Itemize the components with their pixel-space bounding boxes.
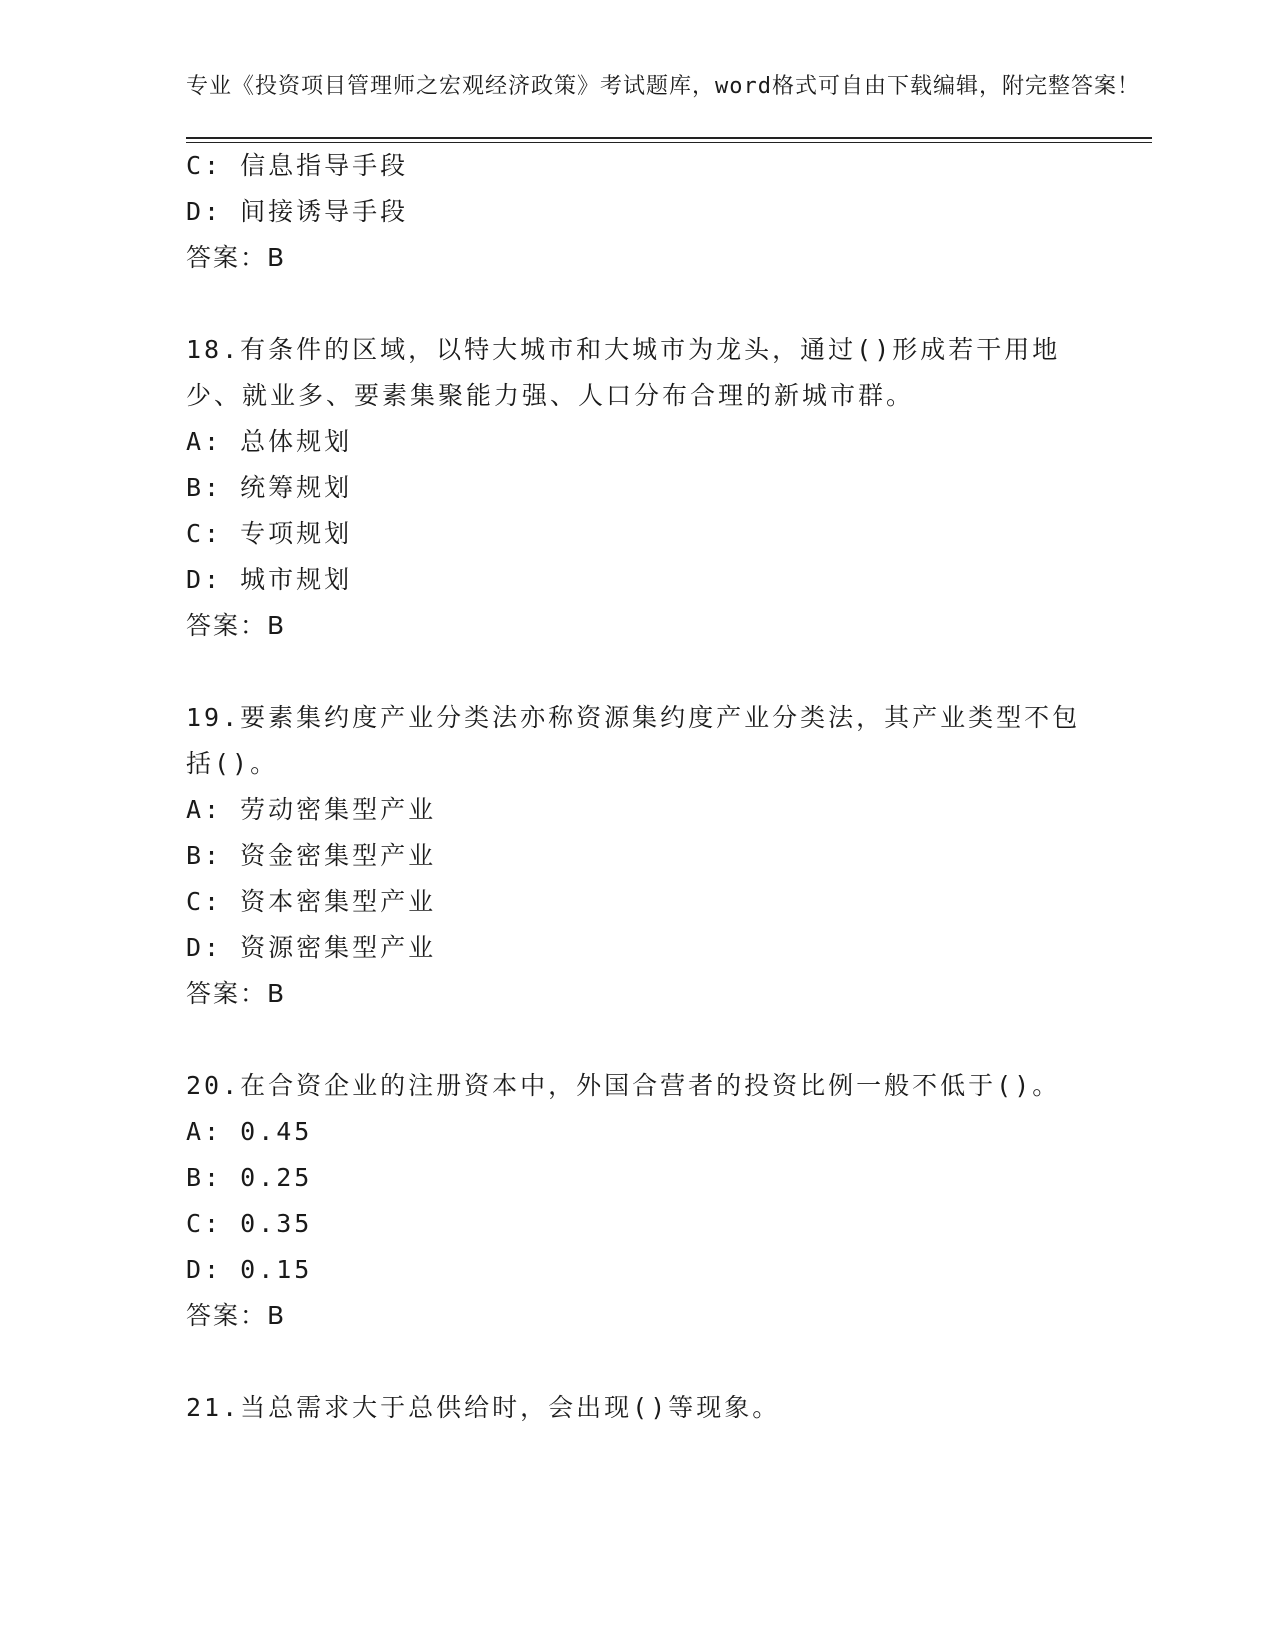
answer: 答案：B <box>186 243 287 272</box>
question-stem: 18.有条件的区域，以特大城市和大城市为龙头，通过()形成若干用地少、就业多、要素集聚能力强、人口分布合理的新城市群。 <box>186 335 1061 410</box>
document-page <box>186 70 1152 1431</box>
option-c: C: 资本密集型产业 <box>186 887 437 916</box>
option-b: B: 资金密集型产业 <box>186 841 437 870</box>
answer: 答案：B <box>186 979 287 1008</box>
question-17-tail <box>186 143 1152 281</box>
spacer <box>186 1017 1152 1063</box>
question-18 <box>186 327 1152 649</box>
option-b: B: 统筹规划 <box>186 473 353 502</box>
option-a: A: 劳动密集型产业 <box>186 795 437 824</box>
option-b: B: 0.25 <box>186 1163 313 1192</box>
option-a: A: 0.45 <box>186 1117 313 1146</box>
option-d: D: 资源密集型产业 <box>186 933 437 962</box>
question-19 <box>186 695 1152 1017</box>
option-a: A: 总体规划 <box>186 427 353 456</box>
spacer <box>186 1339 1152 1385</box>
question-stem: 21.当总需求大于总供给时，会出现()等现象。 <box>186 1393 781 1422</box>
option-c: C: 0.35 <box>186 1209 313 1238</box>
question-20 <box>186 1063 1152 1339</box>
option-d: D: 0.15 <box>186 1255 313 1284</box>
option-c: C: 专项规划 <box>186 519 353 548</box>
option-d: D: 间接诱导手段 <box>186 197 409 226</box>
spacer <box>186 281 1152 327</box>
question-stem: 20.在合资企业的注册资本中，外国合营者的投资比例一般不低于()。 <box>186 1071 1061 1100</box>
answer: 答案：B <box>186 611 287 640</box>
answer: 答案：B <box>186 1301 287 1330</box>
question-21 <box>186 1385 1152 1431</box>
header-note: 专业《投资项目管理师之宏观经济政策》考试题库，word格式可自由下载编辑，附完整答案！ <box>186 74 1140 99</box>
question-stem: 19.要素集约度产业分类法亦称资源集约度产业分类法，其产业类型不包括()。 <box>186 703 1081 778</box>
option-d: D: 城市规划 <box>186 565 353 594</box>
option-c: C: 信息指导手段 <box>186 151 409 180</box>
spacer <box>186 649 1152 695</box>
